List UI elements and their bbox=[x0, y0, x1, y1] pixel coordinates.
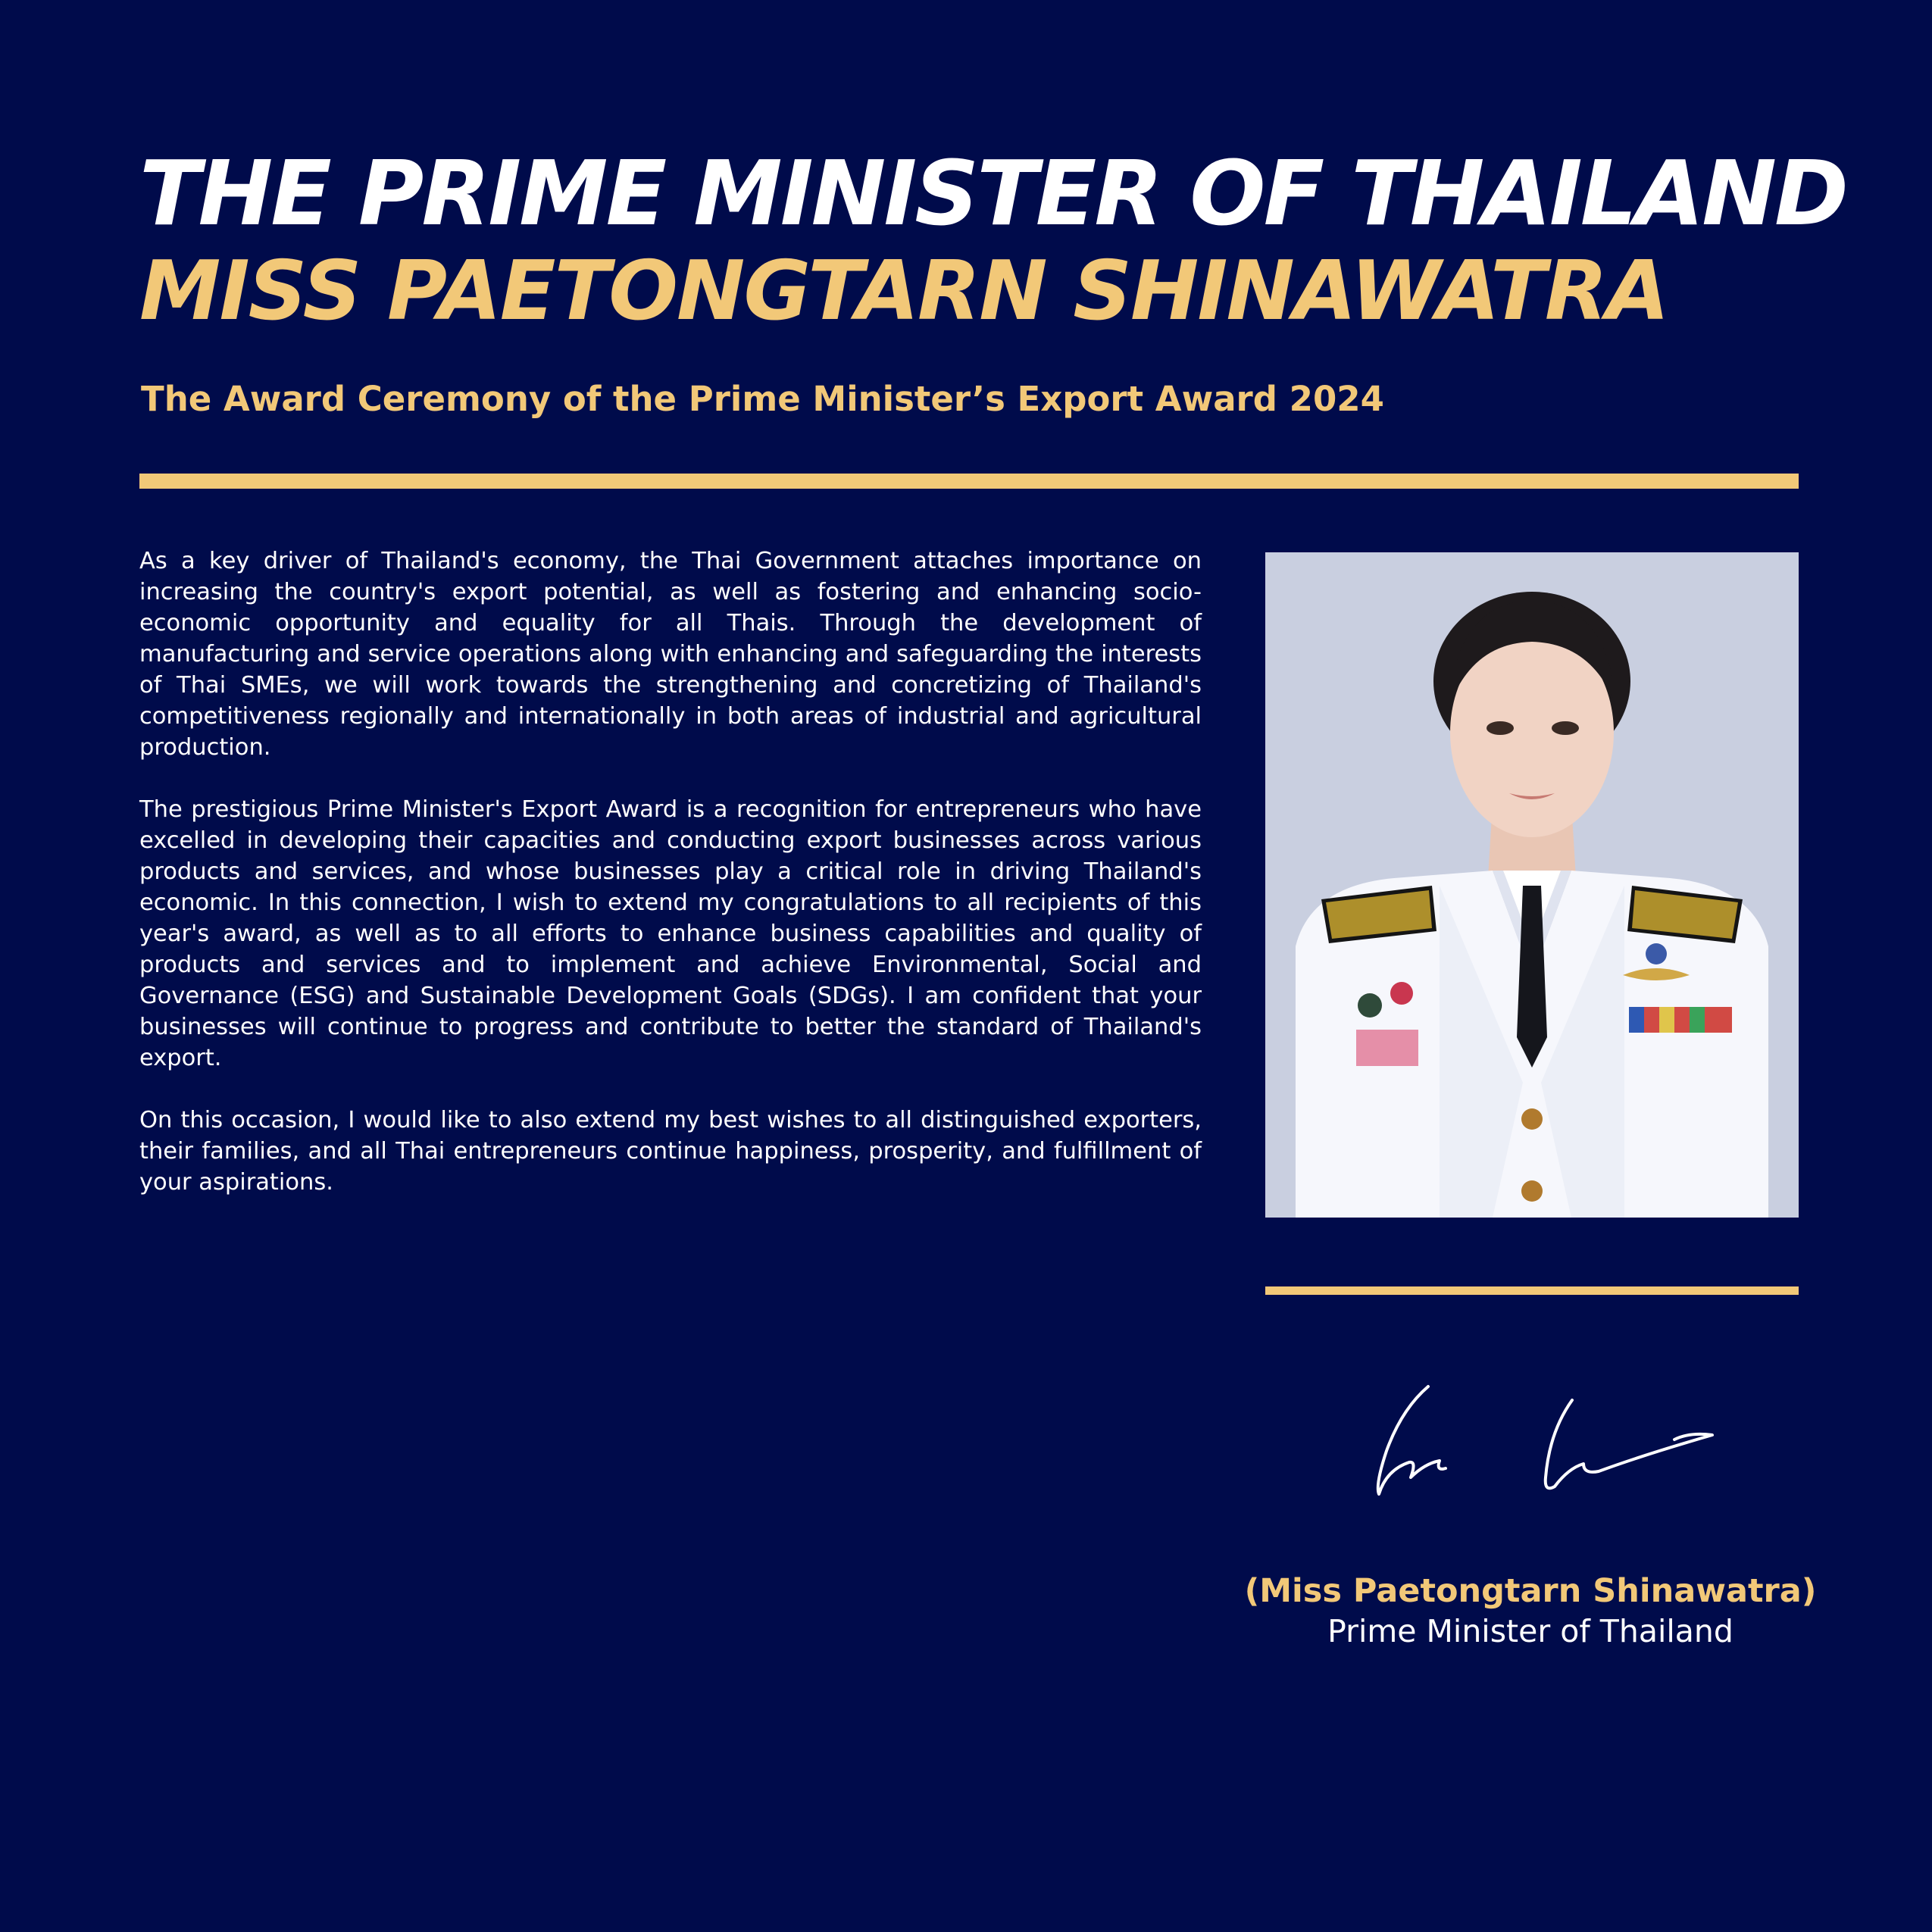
message-paragraph-3: On this occasion, I would like to also extend my best wishes to all distinguished exporters, their families, and all Thai entrepreneurs continue happiness, prosperity, and fulfillment of your aspirations. bbox=[139, 1107, 1202, 1196]
official-name: MISS PAETONGTARN SHINAWATRA bbox=[139, 244, 1668, 339]
page-title: THE PRIME MINISTER OF THAILAND bbox=[139, 141, 1847, 245]
message-paragraph-1: As a key driver of Thailand's economy, the Thai Government attaches importance on increasing the country's export potential, as well as fostering and enhancing socio-economic opportunity and equality for all Thais. Through the development of manufacturing and service operations along with enhancing and safeguarding the interests of Thai SMEs, we will work towards the strengthening and concretizing of Thailand's competitiveness regionally and internationally in both areas of industrial and agricultural production. bbox=[139, 548, 1202, 761]
signatory-title: Prime Minister of Thailand bbox=[1327, 1613, 1733, 1649]
signature-divider bbox=[1265, 1286, 1799, 1295]
handwritten-signature bbox=[1356, 1379, 1727, 1508]
signatory-name: (Miss Paetongtarn Shinawatra) bbox=[1244, 1572, 1817, 1610]
portrait-illustration bbox=[1265, 552, 1799, 1218]
top-divider bbox=[139, 474, 1799, 489]
event-subtitle: The Award Ceremony of the Prime Minister’s Export Award 2024 bbox=[141, 379, 1384, 419]
message-paragraph-2: The prestigious Prime Minister's Export Award is a recognition for entrepreneurs who have excelled in developing their capacities and conducting export businesses across various products and services, and whose businesses play a critical role in driving Thailand's economic. In this connection, I wish to extend my congratulations to all recipients of this year's award, as well as to all efforts to enhance business capabilities and quality of products and services and to implement and achieve Environmental, Social and Governance (ESG) and Sustainable Development Goals (SDGs). I am confident that your businesses will continue to progress and contribute to better the standard of Thailand's export. bbox=[139, 796, 1202, 1071]
message-body bbox=[139, 546, 1202, 1229]
portrait-photo bbox=[1265, 552, 1799, 1218]
